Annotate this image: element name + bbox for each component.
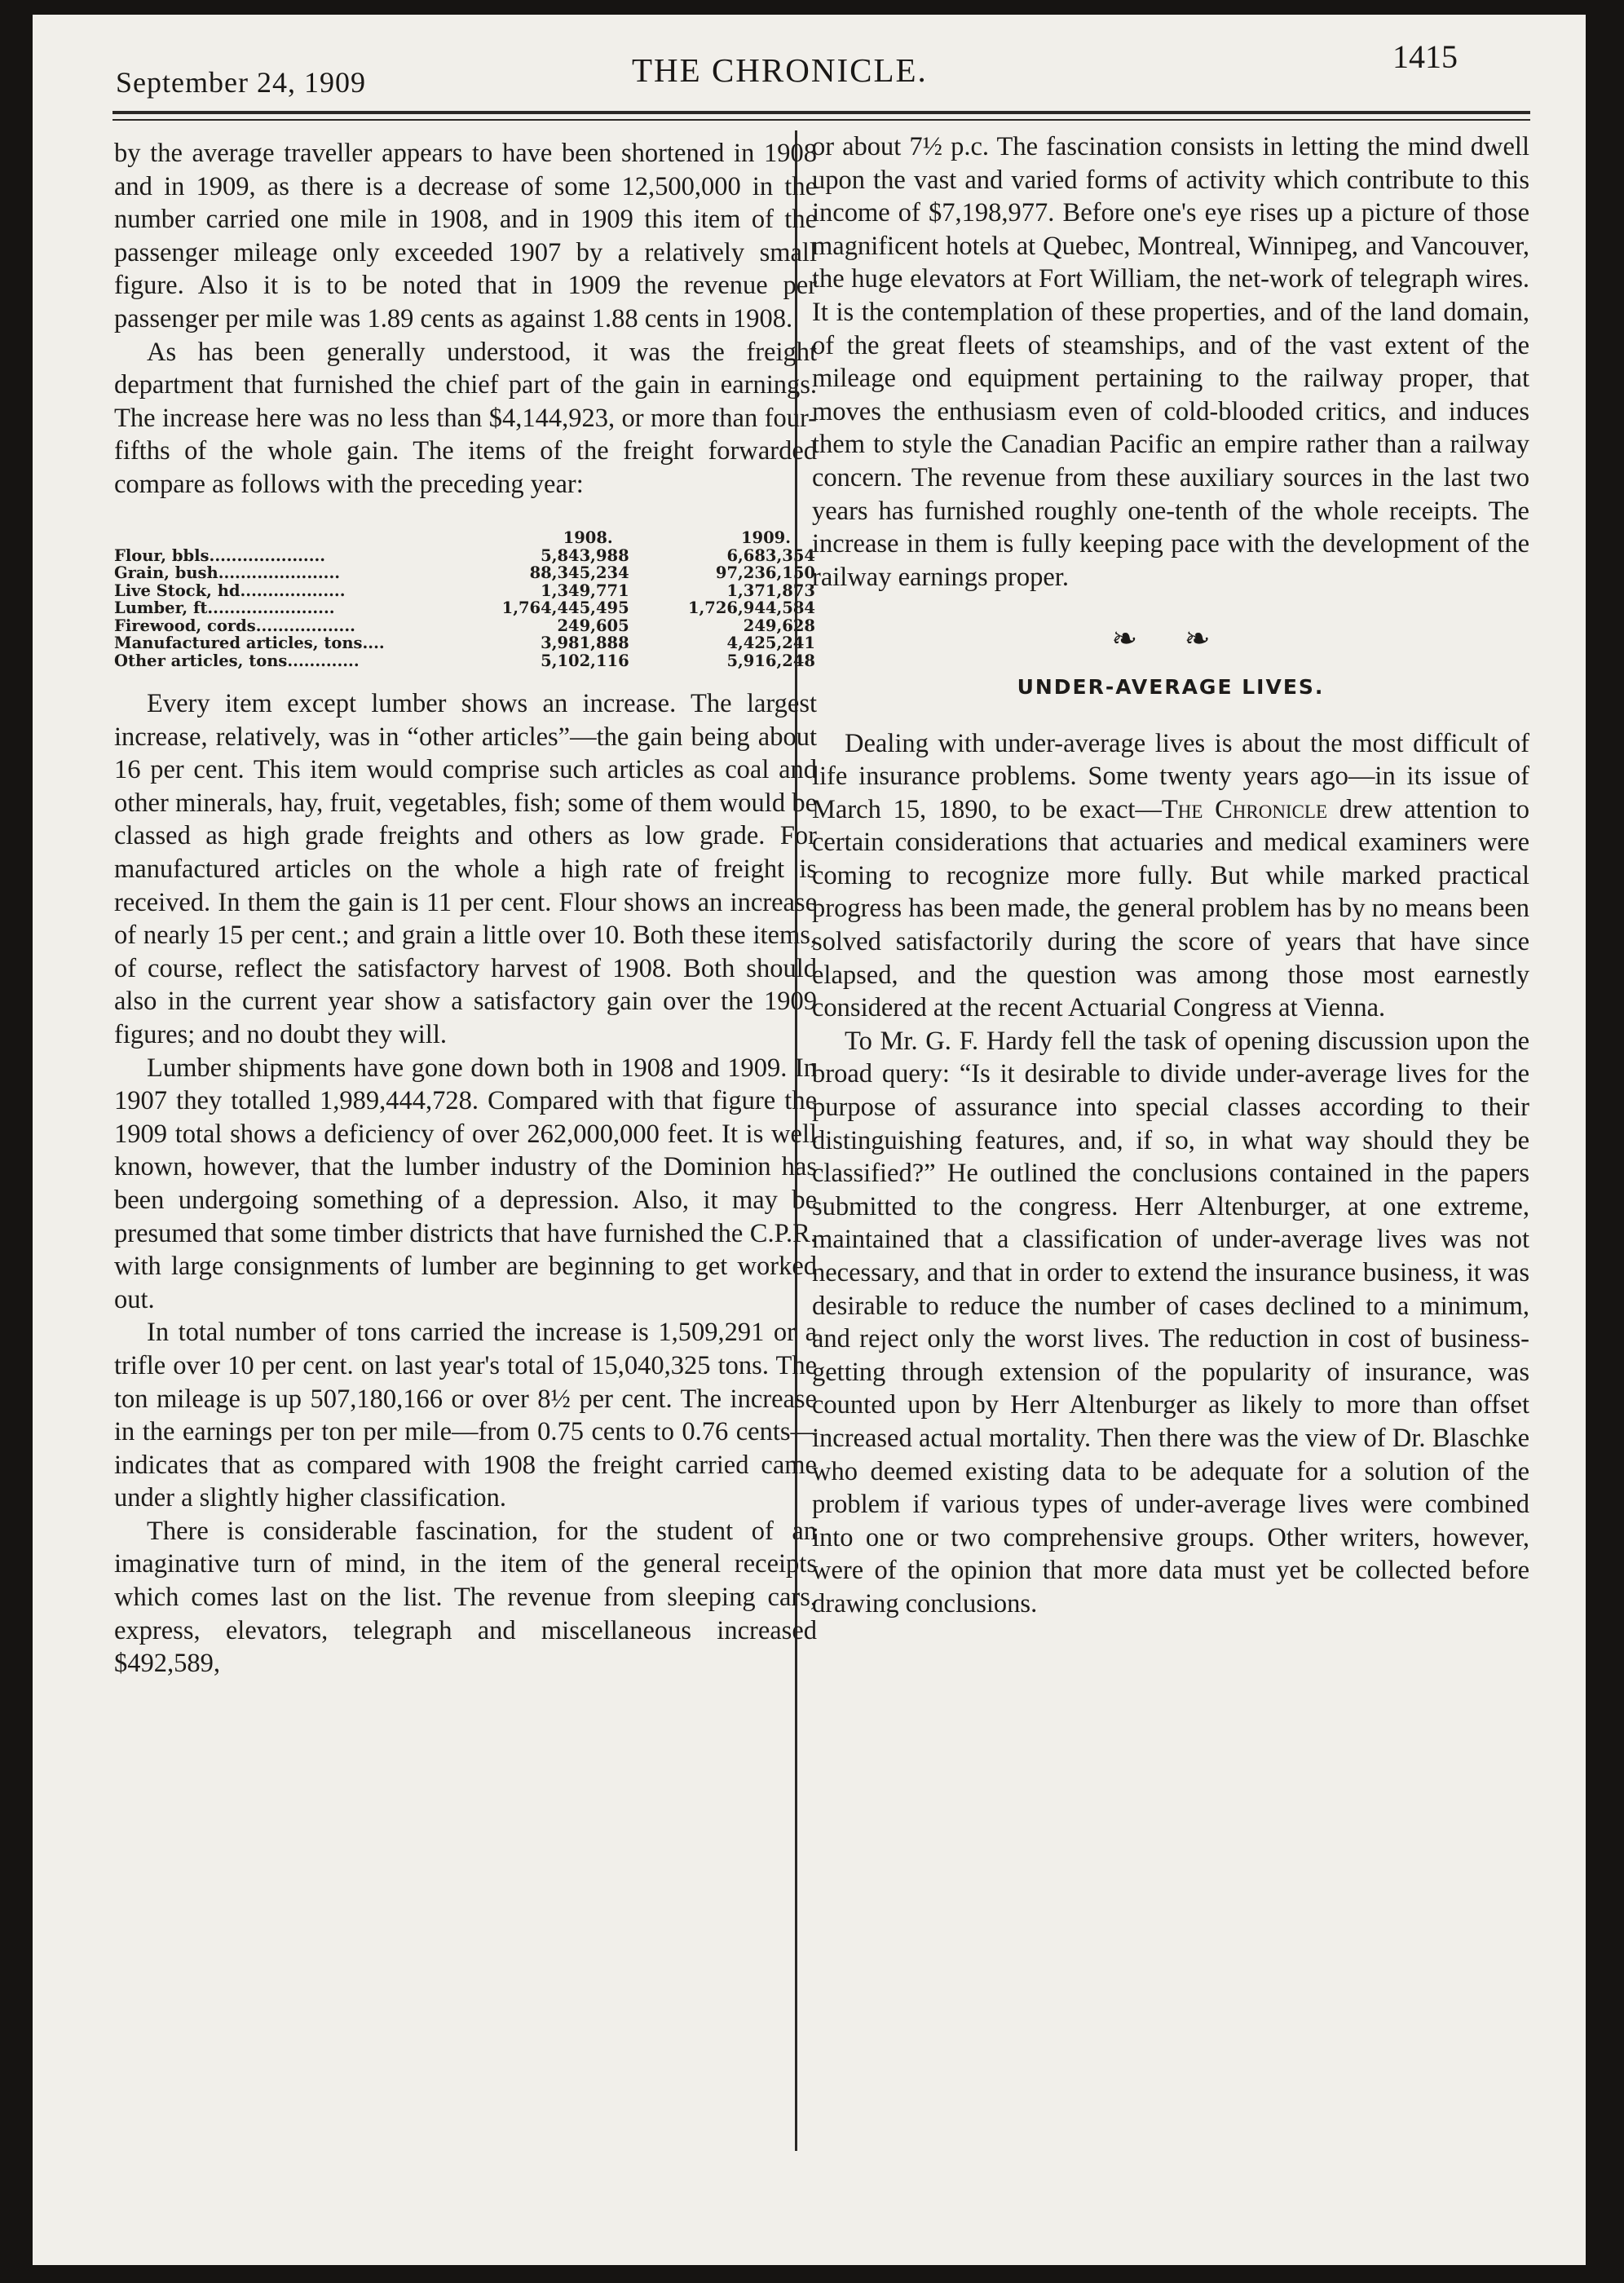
- article-paragraph: There is considerable fascination, for the student of an imaginative turn of mind, in the item of the general receipts which comes last on the list. The revenue from sleeping cars, express, elevators, telegraph and miscellaneous increased $492,589,: [114, 1516, 817, 1679]
- row-label: Manufactured articles, tons....: [114, 634, 385, 653]
- publication-title: THE CHRONICLE.: [632, 51, 928, 89]
- table-row: [114, 634, 815, 652]
- value-1909: 249,628: [743, 616, 815, 635]
- newspaper-page: [33, 15, 1586, 2265]
- article-paragraph: Lumber shipments have gone down both in 1908 and 1909. In 1907 they totalled 1,989,444,728. Compared with that figure the 1909 total shows a deficiency of over 262,000,000 feet. It is well known, however, that the lumber industry of the Dominion has been undergoing something of a depression. Also, it may be presumed that some timber districts that have furnished the C.P.R. with large consignments of lumber are beginning to get worked out.: [114, 1053, 817, 1314]
- value-1908: 5,102,116: [541, 651, 629, 670]
- article-paragraph: Every item except lumber shows an increase. The largest increase, relatively, was in “other articles”—the gain being about 16 per cent. This item would comprise such articles as coal and other minerals, hay, fruit, vegetables, fish; some of them would be classed as high grade freights and others as low grade. For manufactured articles on the whole a high rate of freight is received. In them the gain is 11 per cent. Flour shows an increase of nearly 15 per cent.; and grain a little over 10. Both these items, of course, reflect the satisfactory harvest of 1908. Both should also in the current year show a satisfactory gain over the 1909 figures; and no doubt they will.: [114, 689, 817, 1049]
- row-label: Firewood, cords..................: [114, 616, 355, 635]
- table-row: [114, 582, 815, 600]
- section-ornament: ❧ ❧: [1111, 622, 1230, 657]
- value-1908: 88,345,234: [529, 563, 629, 583]
- freight-table: [114, 508, 815, 670]
- left-column: [114, 137, 817, 1680]
- page-number: 1415: [1392, 38, 1458, 75]
- value-1909: 1,371,873: [726, 581, 815, 600]
- column-header-1909: 1909.: [740, 528, 791, 548]
- value-1908: 3,981,888: [541, 634, 629, 653]
- row-label: Flour, bbls.....................: [114, 545, 326, 565]
- value-1909: 1,726,944,584: [687, 598, 815, 618]
- value-1909: 4,425,241: [726, 634, 815, 653]
- value-1908: 1,349,771: [541, 581, 629, 600]
- value-1909: 97,236,150: [715, 563, 815, 583]
- article-paragraph: In total number of tons carried the increase is 1,509,291 or a trifle over 10 per cent. on last year's total of 15,040,325 tons. The ton mileage is up 507,180,166 or over 8½ per cent. The increase in the earnings per ton per mile—from 0.75 cents to 0.76 cents—indicates that as compared with 1908 the freight carried came under a slightly higher classification.: [114, 1318, 817, 1513]
- table-header-row: [114, 508, 815, 547]
- table-row: [114, 599, 815, 617]
- table-row: [114, 617, 815, 635]
- row-label: Lumber, ft.......................: [114, 598, 335, 618]
- header-rule-thick: [113, 111, 1530, 114]
- header-rule-thin: [113, 119, 1530, 121]
- section-heading: UNDER-AVERAGE LIVES.: [1017, 674, 1325, 699]
- issue-date: September 24, 1909: [116, 66, 366, 99]
- table-row: [114, 652, 815, 670]
- publication-name-inline: The Chronicle: [1161, 794, 1328, 824]
- value-1908: 1,764,445,495: [501, 598, 629, 618]
- value-1909: 5,916,248: [726, 651, 815, 670]
- row-label: Live Stock, hd...................: [114, 581, 346, 600]
- value-1908: 249,605: [557, 616, 629, 635]
- row-label: Grain, bush......................: [114, 563, 341, 583]
- value-1908: 5,843,988: [541, 545, 629, 565]
- table-row: [114, 547, 815, 565]
- article-paragraph: or about 7½ p.c. The fascination consists in letting the mind dwell upon the vast and varied forms of activity which contribute to this income of $7,198,977. Before one's eye rises up a picture of those magnificent hotels at Quebec, Montreal, Winnipeg, and Vancouver, the huge elevators at Fort William, the net-work of telegraph wires. It is the contemplation of these properties, and of the land domain, of the great fleets of steamships, and of the vast extent of the mileage ond equipment pertaining to the railway proper, that moves the enthusiasm even of cold-blooded critics, and induces them to style the Canadian Pacific an empire rather than a railway concern. The revenue from these auxiliary sources in the last two years has furnished roughly one-tenth of the whole receipts. The increase in them is fully keeping pace with the development of the railway earnings proper.: [812, 132, 1529, 592]
- row-label: Other articles, tons.............: [114, 651, 360, 670]
- article-paragraph: by the average traveller appears to have been shortened in 1908 and in 1909, as there is a decrease of some 12,500,000 in the number carried one mile in 1908, and in 1909 this item of the passenger mileage only exceeded 1907 by a relatively small figure. Also it is to be noted that in 1909 the revenue per passenger per mile was 1.89 cents as against 1.88 cents in 1908.: [114, 139, 817, 333]
- value-1909: 6,683,354: [726, 545, 815, 565]
- article-paragraph: To Mr. G. F. Hardy fell the task of opening discussion upon the broad query: “Is it desirable to divide under-average lives for the purpose of assurance into special classes according to their distinguishing features, and, if so, in what way should they be classified?” He outlined the conclusions contained in the papers submitted to the congress. Herr Altenburger, at one extreme, maintained that a classification of under-average lives was not necessary, and that in order to extend the insurance business, it was desirable to reduce the number of cases declined to a minimum, and reject only the worst lives. The reduction in cost of business-getting through extension of the popularity of insurance, was counted upon by Herr Altenburger as likely to more than offset increased actual mortality. Then there was the view of Dr. Blaschke who deemed existing data to be adequate for a solution of the problem if various types of under-average lives were combined into one or two comprehensive groups. Other writers, however, were of the opinion that more data must yet be collected before drawing conclusions.: [812, 1026, 1529, 1618]
- article-paragraph: As has been generally understood, it was the freight department that furnished the chief part of the gain in earnings. The increase here was no less than $4,144,923, or more than four-fifths of the whole gain. The items of the freight forwarded compare as follows with the preceding year:: [114, 337, 817, 499]
- paragraph-text: drew attention to certain considerations that actuaries and medical examiners were coming to recognize more fully. But while marked practical progress has been made, the general problem has by no means been solved satisfactorily during the score of years that have since elapsed, and the question was among those most earnestly considered at the recent Actuarial Congress at Vienna.: [812, 794, 1529, 1023]
- article-paragraph: [812, 727, 1529, 1025]
- paragraph-text: Dealing with under-average lives is about the most difficult of life insurance problems. Some twenty years ago—in its issue of March 15, 1890, to be exact—: [812, 728, 1529, 824]
- right-column: [812, 130, 1529, 1621]
- table-row: [114, 564, 815, 582]
- column-header-1908: 1908.: [563, 528, 613, 548]
